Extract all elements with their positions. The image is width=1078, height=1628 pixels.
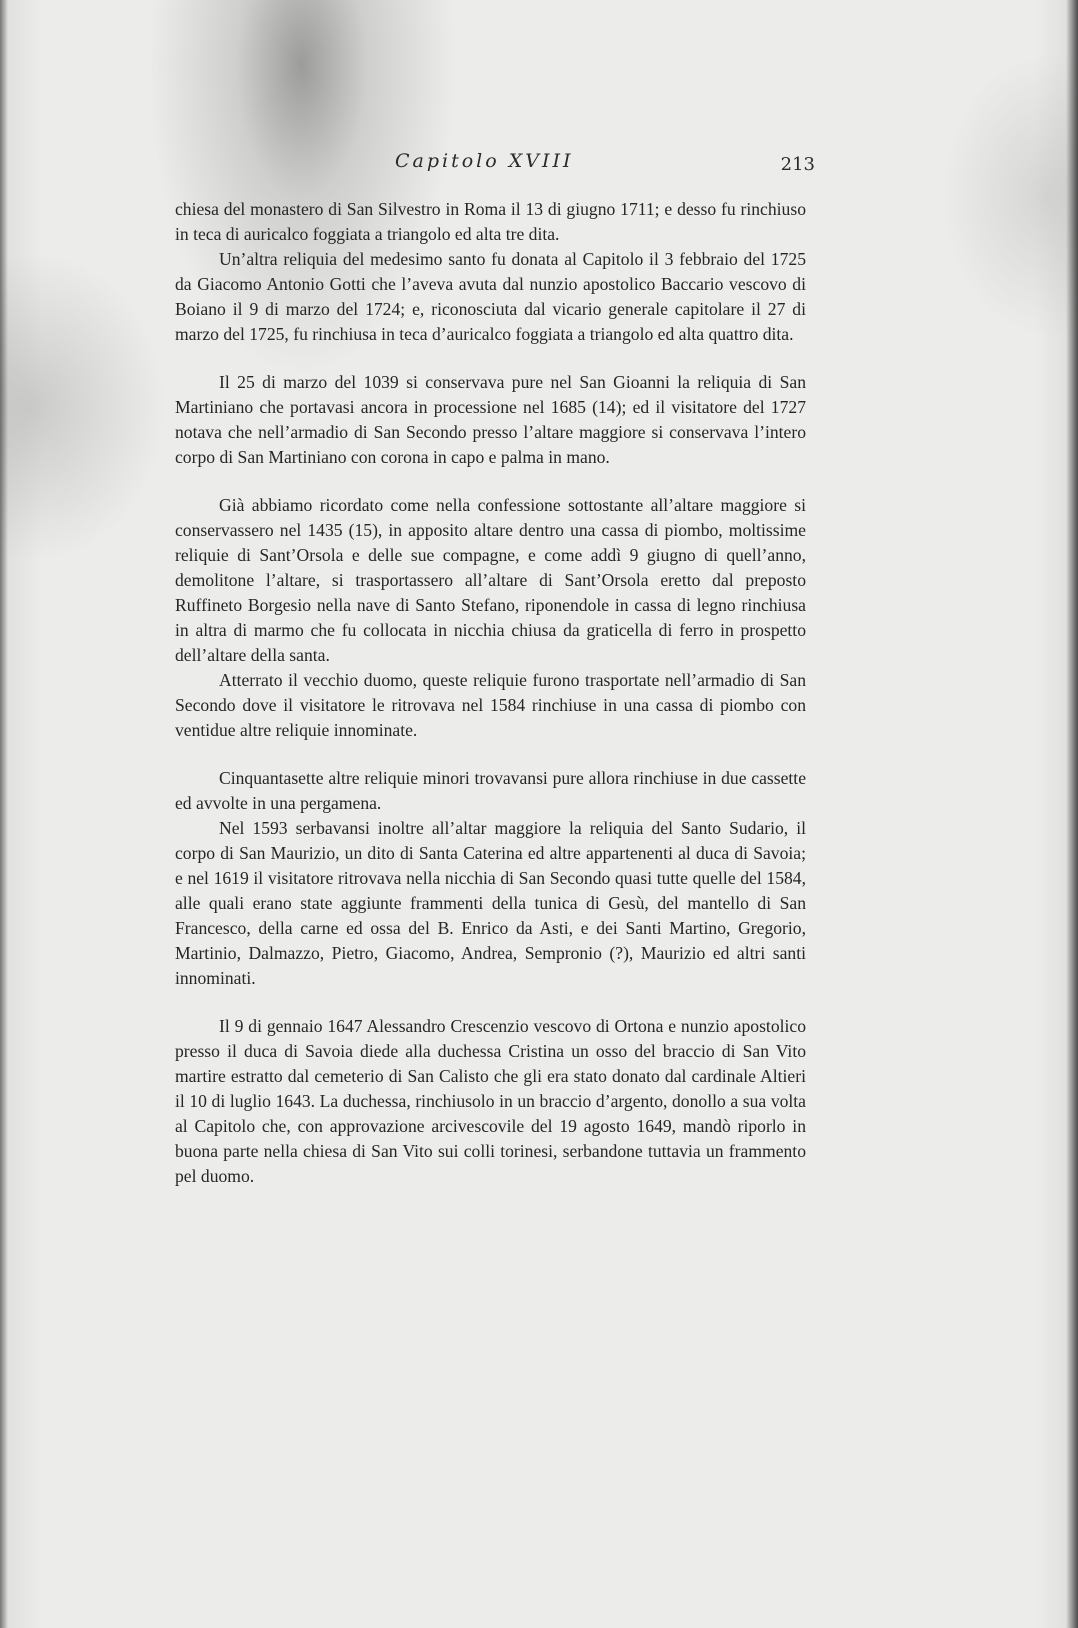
running-title: Capitolo XVIII (395, 150, 574, 172)
page-header (175, 150, 815, 180)
scan-right-edge (1066, 0, 1078, 1628)
paragraph-8: Il 9 di gennaio 1647 Alessandro Crescenzio vescovo di Ortona e nunzio apostolico presso il duca di Savoia diede alla duchessa Cristina un osso del braccio di San Vito martire estratto dal cemeterio di San Calisto che gli era stato donato dal cardinale Altieri il 10 di luglio 1643. La duchessa, rinchiusolo in un braccio d’argento, donollo a sua volta al Capitolo che, con approvazione arcivescovile del 19 agosto 1649, mandò riporlo in buona parte nella chiesa di San Vito sui colli torinesi, serbandone tuttavia un frammento pel duomo. (175, 1016, 806, 1186)
page-number: 213 (780, 154, 815, 175)
paragraph-5: Atterrato il vecchio duomo, queste reliquie furono trasportate nell’armadio di San Secondo dove il visitatore le ritrovava nel 1584 rinchiuse in una cassa di piombo con ventidue altre reliquie innominate. (175, 670, 806, 740)
paragraph-6: Cinquantasette altre reliquie minori trovavansi pure allora rinchiuse in due cassette ed avvolte in una pergamena. (175, 768, 806, 813)
paragraph-3: Il 25 di marzo del 1039 si conservava pure nel San Gioanni la reliquia di San Martiniano che portavasi ancora in processione nel 1685 (14); ed il visitatore del 1727 notava che nell’armadio di San Secondo presso l’altare maggiore si conservava l’intero corpo di San Martiniano con corona in capo e palma in mano. (175, 372, 806, 467)
scan-left-edge (0, 0, 8, 1628)
paragraph-4: Già abbiamo ricordato come nella confessione sottostante all’altare maggiore si conservassero nel 1435 (15), in apposito altare dentro una cassa di piombo, moltissime reliquie di Sant’Orsola e delle sue compagne, e come addì 9 giugno di quell’anno, demolitone l’altare, si trasportassero all’altare di Sant’Orsola eretto dal preposto Ruffineto Borgesio nella nave di Santo Stefano, riponendole in cassa di legno rinchiusa in altra di marmo che fu collocata in nicchia chiusa da graticella di ferro in prospetto dell’altare della santa. (175, 495, 806, 665)
body-text (175, 197, 806, 1189)
paragraph-1: chiesa del monastero di San Silvestro in Roma il 13 di giugno 1711; e desso fu rinchiuso in teca di auricalco foggiata a triangolo ed alta tre dita. (175, 199, 806, 244)
paragraph-7: Nel 1593 serbavansi inoltre all’altar maggiore la reliquia del Santo Sudario, il corpo di San Maurizio, un dito di Santa Caterina ed altre appartenenti al duca di Savoia; e nel 1619 il visitatore ritrovava nella nicchia di San Secondo quasi tutte quelle del 1584, alle quali erano state aggiunte frammenti della tunica di Gesù, del mantello di San Francesco, della carne ed ossa del B. Enrico da Asti, e dei Santi Martino, Gregorio, Martinio, Dalmazzo, Pietro, Giacomo, Andrea, Sempronio (?), Maurizio ed altri santi innominati. (175, 818, 806, 988)
paragraph-2: Un’altra reliquia del medesimo santo fu donata al Capitolo il 3 febbraio del 1725 da Giacomo Antonio Gotti che l’aveva avuta dal nunzio apostolico Baccario vescovo di Boiano il 9 di marzo del 1724; e, riconosciuta dal vicario generale capitolare il 27 di marzo del 1725, fu rinchiusa in teca d’auricalco foggiata a triangolo ed alta quattro dita. (175, 249, 806, 344)
